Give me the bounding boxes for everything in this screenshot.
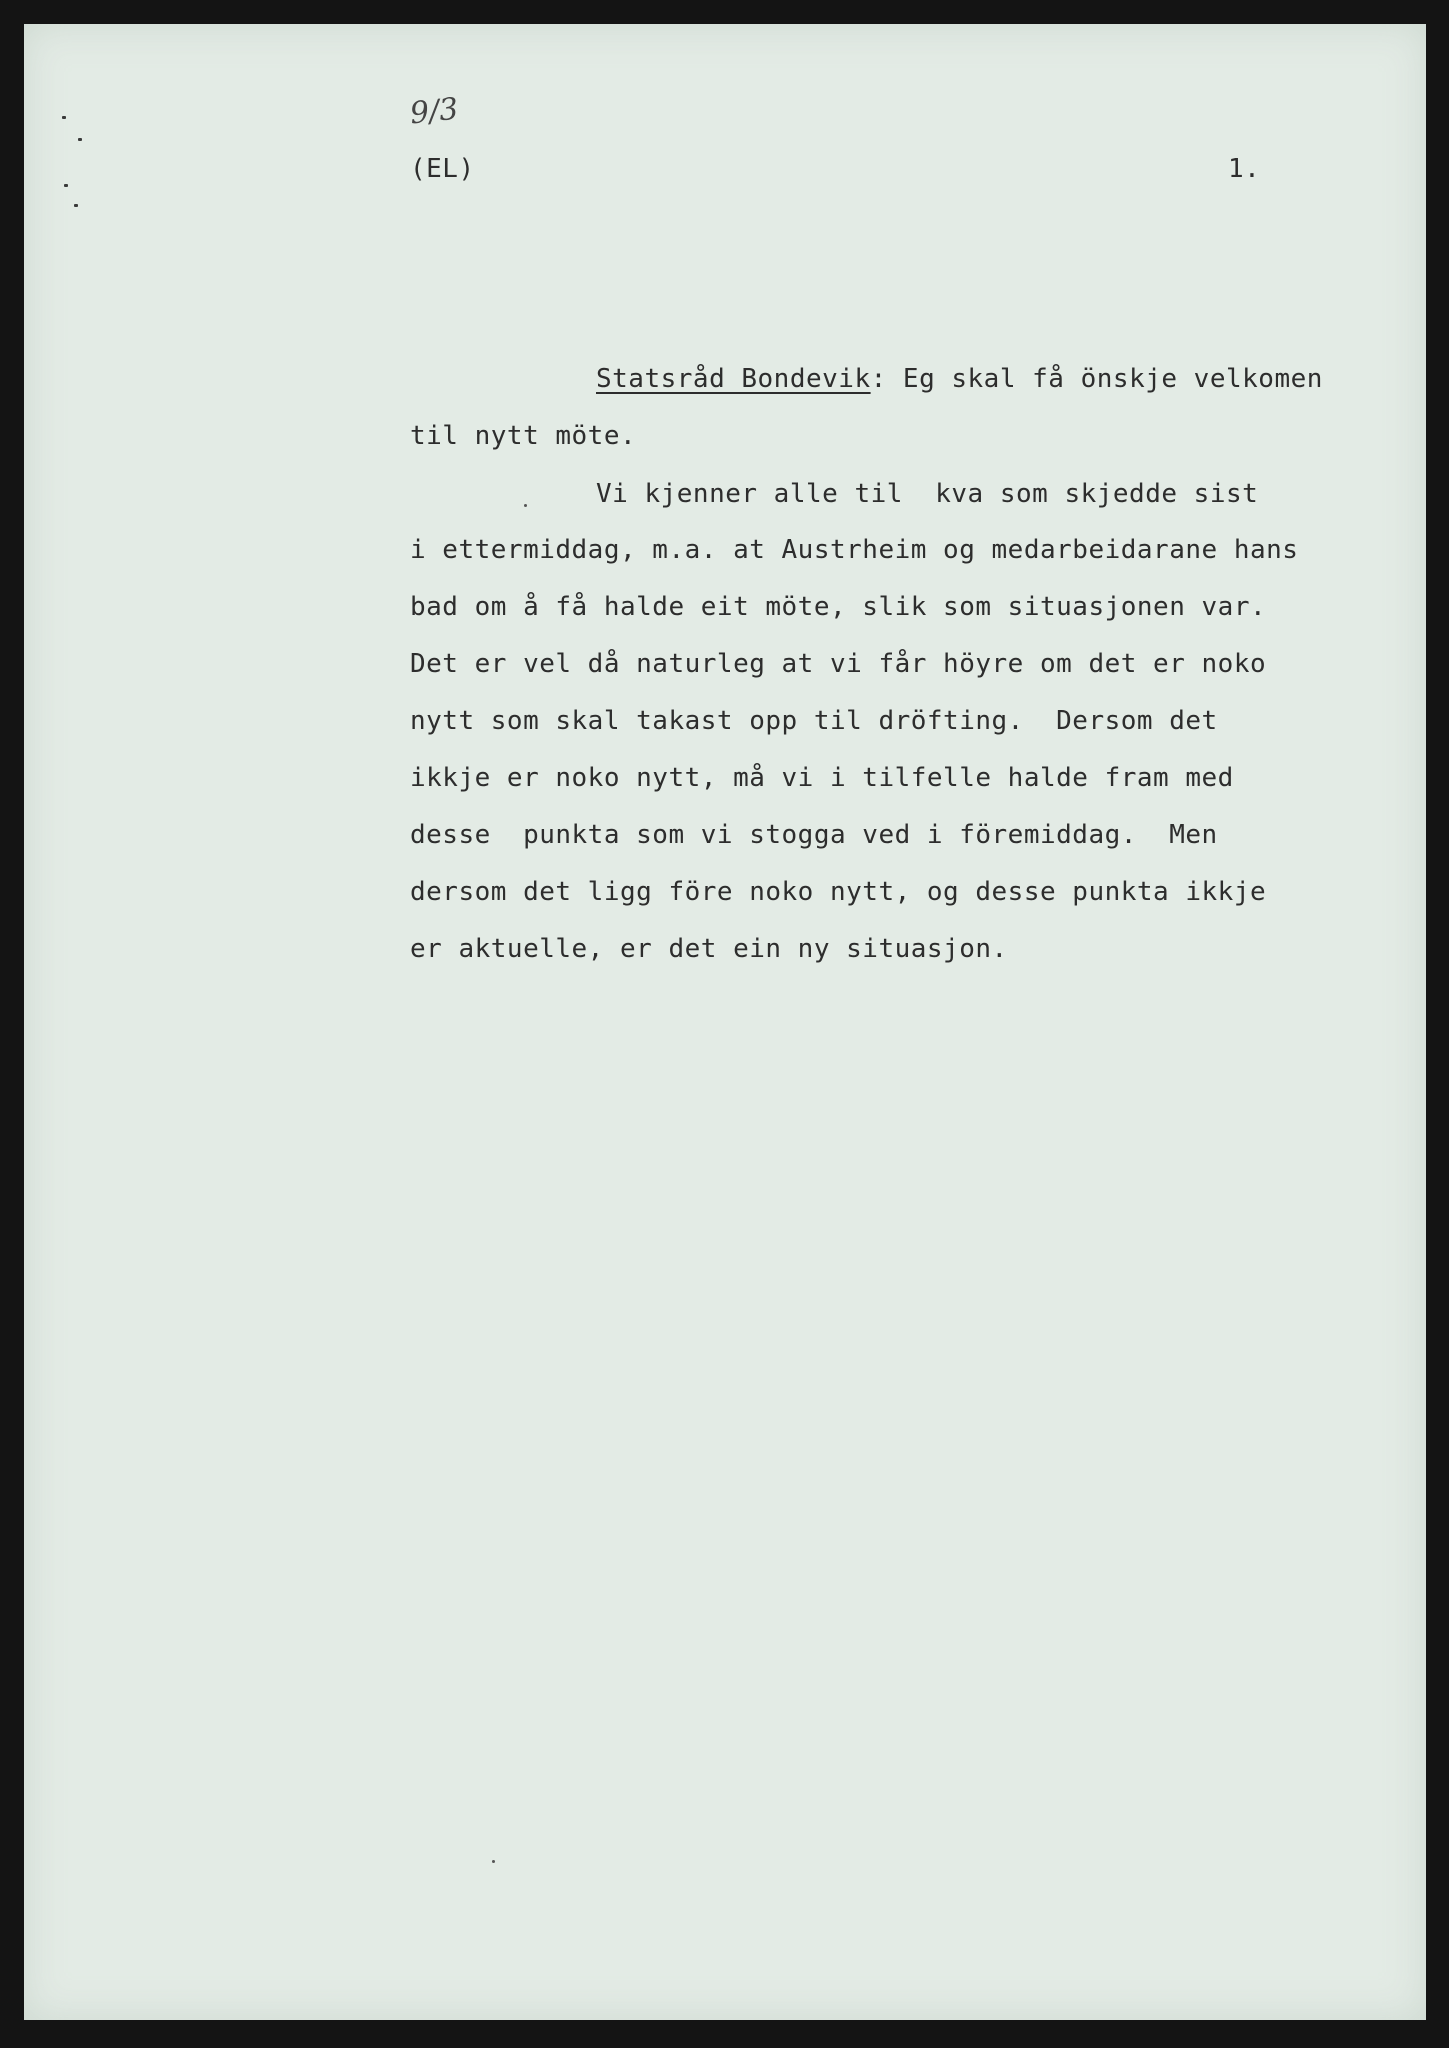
edge-mark xyxy=(62,116,66,119)
paragraph-line-2: til nytt möte. xyxy=(410,421,637,451)
paragraph-line-1 xyxy=(596,364,1323,394)
document-page xyxy=(24,24,1426,2020)
paragraph-line-5: bad om å få halde eit möte, slik som situasjonen var. xyxy=(410,592,1267,622)
paper-speck xyxy=(492,1860,495,1863)
paragraph-line-11: er aktuelle, er det ein ny situasjon. xyxy=(410,934,1008,964)
page-number: 1. xyxy=(1228,154,1261,184)
paragraph-line-3: Vi kjenner alle til kva som skjedde sist xyxy=(596,479,1259,509)
speaker-name: Statsråd Bondevik xyxy=(596,364,871,394)
edge-mark xyxy=(64,184,68,187)
line-text: Eg skal få önskje velkomen xyxy=(886,364,1323,394)
document-initials: (EL) xyxy=(410,154,475,184)
paragraph-line-9: desse punkta som vi stogga ved i föremiddag. Men xyxy=(410,820,1218,850)
handwritten-date-note: 9/3 xyxy=(408,91,460,132)
edge-mark xyxy=(74,204,78,207)
paragraph-line-8: ikkje er noko nytt, må vi i tilfelle halde fram med xyxy=(410,763,1234,793)
paragraph-line-4: i ettermiddag, m.a. at Austrheim og medarbeidarane hans xyxy=(410,535,1299,565)
paragraph-line-10: dersom det ligg före noko nytt, og desse punkta ikkje xyxy=(410,877,1267,907)
paragraph-line-6: Det er vel då naturleg at vi får höyre om det er noko xyxy=(410,649,1267,679)
paragraph-line-7: nytt som skal takast opp til dröfting. Dersom det xyxy=(410,706,1218,736)
paper-speck xyxy=(524,504,527,507)
edge-mark xyxy=(78,138,82,141)
speaker-colon: : xyxy=(870,364,887,394)
